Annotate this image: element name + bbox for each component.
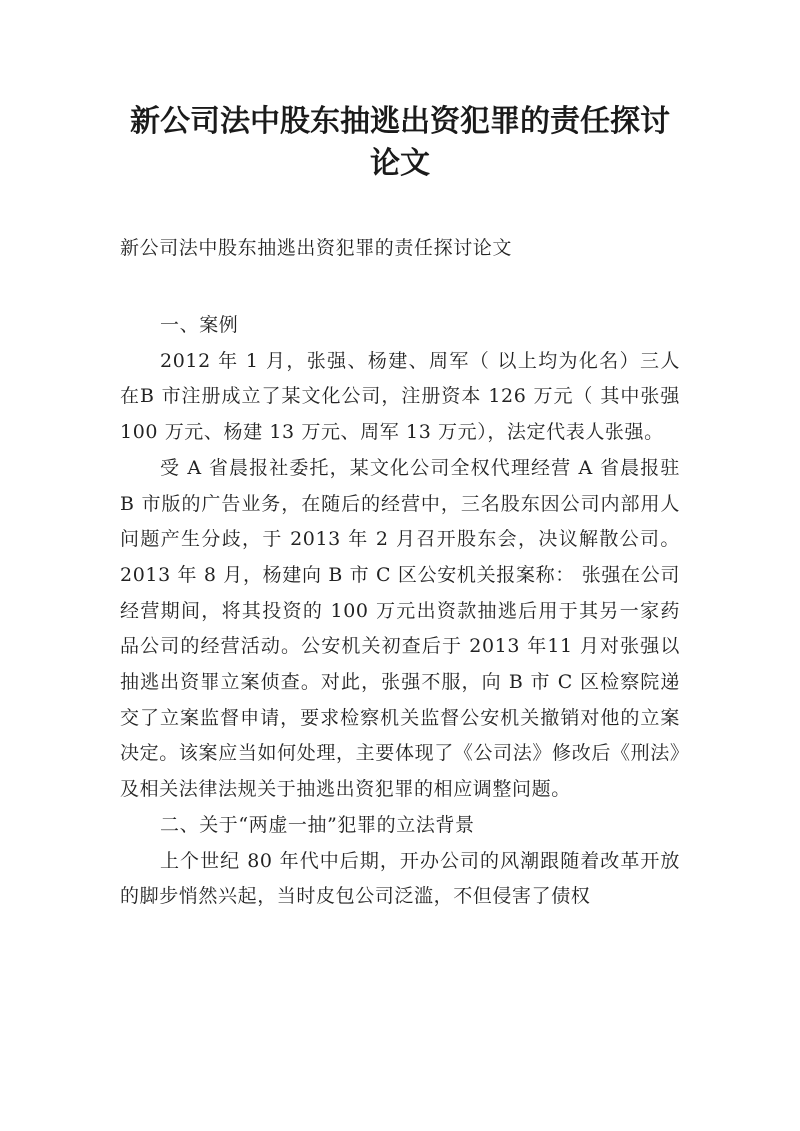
- document-title-line-2: 论文: [370, 146, 430, 181]
- document-title-line-1: 新公司法中股东抽逃出资犯罪的责任探讨: [130, 104, 670, 139]
- section-heading-case: 一、案例: [160, 314, 239, 336]
- paragraph-background: 上个世纪 80 年代中后期，开办公司的风潮跟随着改革开放的脚步悄然兴起，当时皮包公司泛滥，不但侵害了债权: [120, 849, 680, 908]
- document-body: [120, 308, 680, 915]
- paragraph-case-details: 受 A 省晨报社委托，某文化公司全权代理经营 A 省晨报驻B 市版的广告业务，在随后的经营中，三名股东因公司内部用人问题产生分歧，于 2013 年 2 月召开股东会，决议解散公司。2013 年 8 月，杨建向 B 市 C 区公安机关报案称： 张强在公司经营期间，将其投资的 100 万元出资款抽逃后用于其另一家药品公司的经营活动。公安机关初查后于 2013 年11 月对张强以抽逃出资罪立案侦查。对此，张强不服，向 B 市 C 区检察院递交了立案监督申请，要求检察机关监督公安机关撤销对他的立案决定。该案应当如何处理，主要体现了《公司法》修改后《刑法》及相关法律法规关于抽逃出资犯罪的相应调整问题。: [120, 456, 680, 801]
- section-heading-background: 二、关于“两虚一抽”犯罪的立法背景: [160, 813, 475, 836]
- document-subtitle: 新公司法中股东抽逃出资犯罪的责任探讨论文: [120, 237, 513, 259]
- paragraph-case-intro: 2012 年 1 月，张强、杨建、周军（ 以上均为化名）三人在B 市注册成立了某文化公司，注册资本 126 万元（ 其中张强100 万元、杨建 13 万元、周军 13 万元），法定代表人张强。: [120, 349, 680, 444]
